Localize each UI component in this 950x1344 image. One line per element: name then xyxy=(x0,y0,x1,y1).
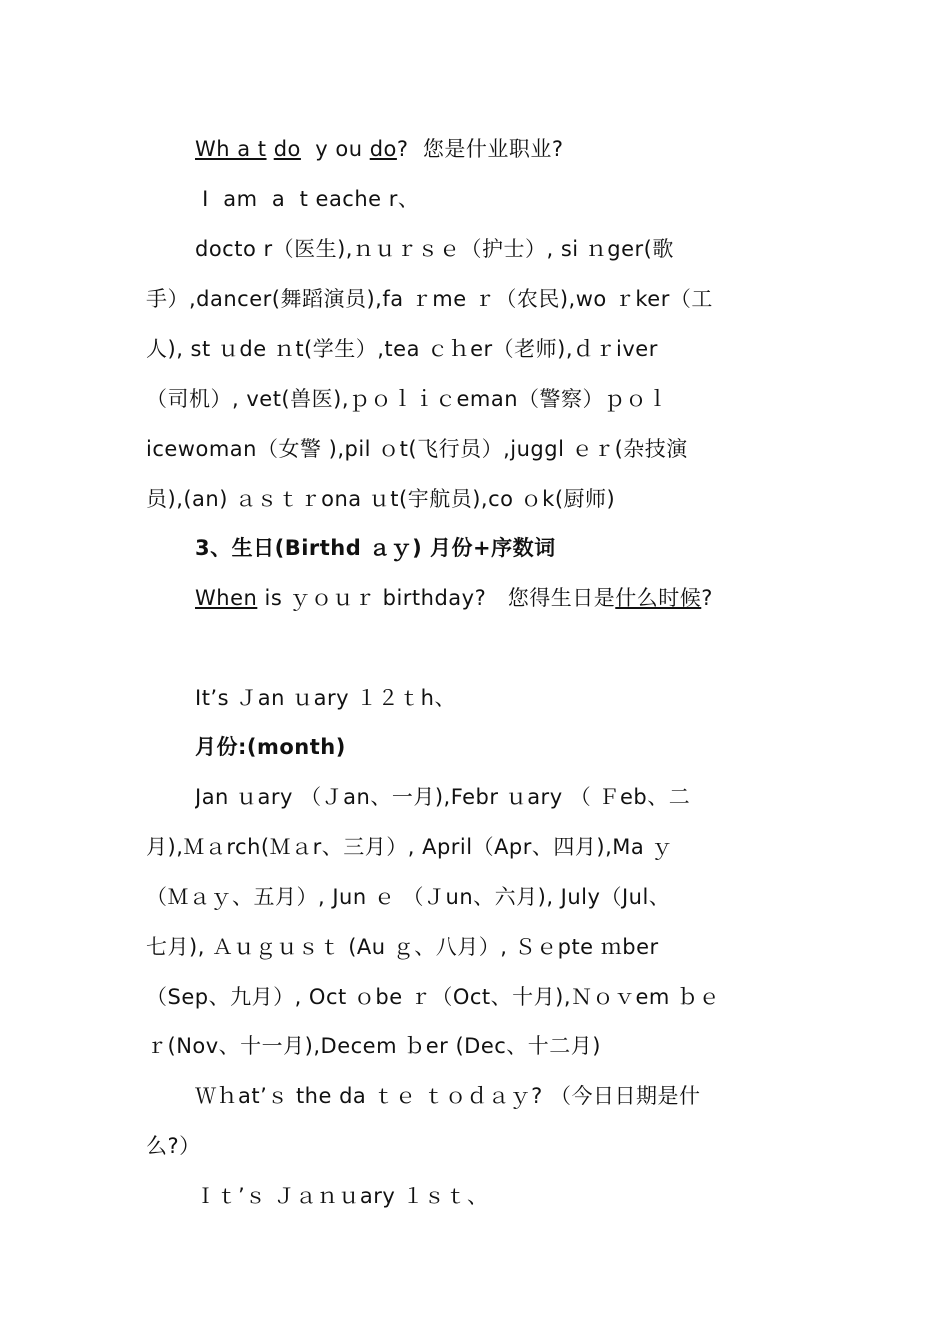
text-run: Ｗｈat’ｓ the da ｔｅ ｔｏｄａｙ? （今日日期是什 xyxy=(195,1084,701,1108)
months-list-line xyxy=(146,832,816,862)
underlined-text: When xyxy=(195,586,258,610)
text-run: It’s Ｊan ｕary １２ｔh、 xyxy=(195,686,456,710)
months-list-line xyxy=(146,1031,816,1061)
answer-i-am-teacher xyxy=(195,184,816,214)
months-list-line xyxy=(146,982,816,1012)
text-run: 手）,dancer(舞蹈演员),fa ｒme ｒ（农民),wo ｒker（工 xyxy=(146,287,713,311)
text-run: is ｙｏｕｒ birthday? 您得生日是 xyxy=(257,586,616,610)
section-heading-birthday xyxy=(195,533,816,563)
text-run: 月),Ｍａrch(Ｍａr、三月）, April（Apr、四月),Ma ｙ xyxy=(146,835,673,859)
text-run: docto r（医生),ｎｕｒｓｅ（护士）, si ｎger(歌 xyxy=(195,237,674,261)
occupation-list-line xyxy=(146,484,816,514)
text-run: icewoman（女警 ),pil ｏt(飞行员）,juggl ｅｒ(杂技演 xyxy=(146,437,688,461)
text-run: ｒ(Nov、十一月),Decem ｂer (Dec、十二月) xyxy=(146,1034,601,1058)
occupation-list-line xyxy=(146,434,816,464)
text-run: Jan ｕary （Ｊan、一月),Febr ｕary （ Ｆeb、二 xyxy=(195,785,691,809)
text-run: 么?） xyxy=(146,1134,201,1158)
question-whats-the-date xyxy=(195,1081,816,1111)
months-heading xyxy=(195,732,816,762)
answer-january-12th xyxy=(195,683,816,713)
text-run: 月份:(month) xyxy=(195,735,346,759)
underlined-text: Wh a t xyxy=(195,137,267,161)
occupation-list-line xyxy=(146,384,816,414)
underlined-text: do xyxy=(369,137,397,161)
text-run: 人), st ｕde ｎt(学生）,tea ｃｈer（老师),ｄｒiver xyxy=(146,337,658,361)
text-run: 员),(an) ａｓｔｒona ｕt(宇航员),co ｏk(厨师) xyxy=(146,487,616,511)
text-run: y ou xyxy=(300,137,370,161)
occupation-list-line xyxy=(146,284,816,314)
answer-january-1st xyxy=(195,1181,816,1211)
months-list-line xyxy=(146,932,816,962)
underlined-text: do xyxy=(273,137,301,161)
text-run: （Sep、九月）, Oct ｏbe ｒ（Oct、十月),Ｎｏｖem ｂｅ xyxy=(146,985,721,1009)
occupation-list-line xyxy=(146,334,816,364)
text-run: 七月), Ａｕｇｕｓｔ (Au ｇ、八月）, Ｓｅpte ｍber xyxy=(146,935,659,959)
text-run: I am a t eache r、 xyxy=(195,187,420,211)
text-run: 3、生日(Birthd ａｙ) 月份+序数词 xyxy=(195,536,556,560)
text-run: ? xyxy=(701,586,713,610)
question-whats-the-date-cont xyxy=(146,1131,816,1161)
question-what-do-you-do xyxy=(195,134,816,164)
months-list-line xyxy=(146,882,816,912)
text-run: （Ｍａｙ、五月）, Jun ｅ （Ｊun、六月), July（Jul、 xyxy=(146,885,671,909)
text-run: ? 您是什业职业? xyxy=(396,137,564,161)
question-when-is-birthday xyxy=(195,583,816,613)
text-run: Ｉｔ’ｓ Ｊａｎｕary １ｓｔ、 xyxy=(195,1184,489,1208)
months-list-line xyxy=(195,782,816,812)
underlined-text: 什么时候 xyxy=(615,586,702,610)
text-run xyxy=(267,137,274,161)
text-run: （司机）, vet(兽医),ｐｏｌｉｃeman（警察）ｐｏｌ xyxy=(146,387,669,411)
occupation-list-line xyxy=(195,234,816,264)
